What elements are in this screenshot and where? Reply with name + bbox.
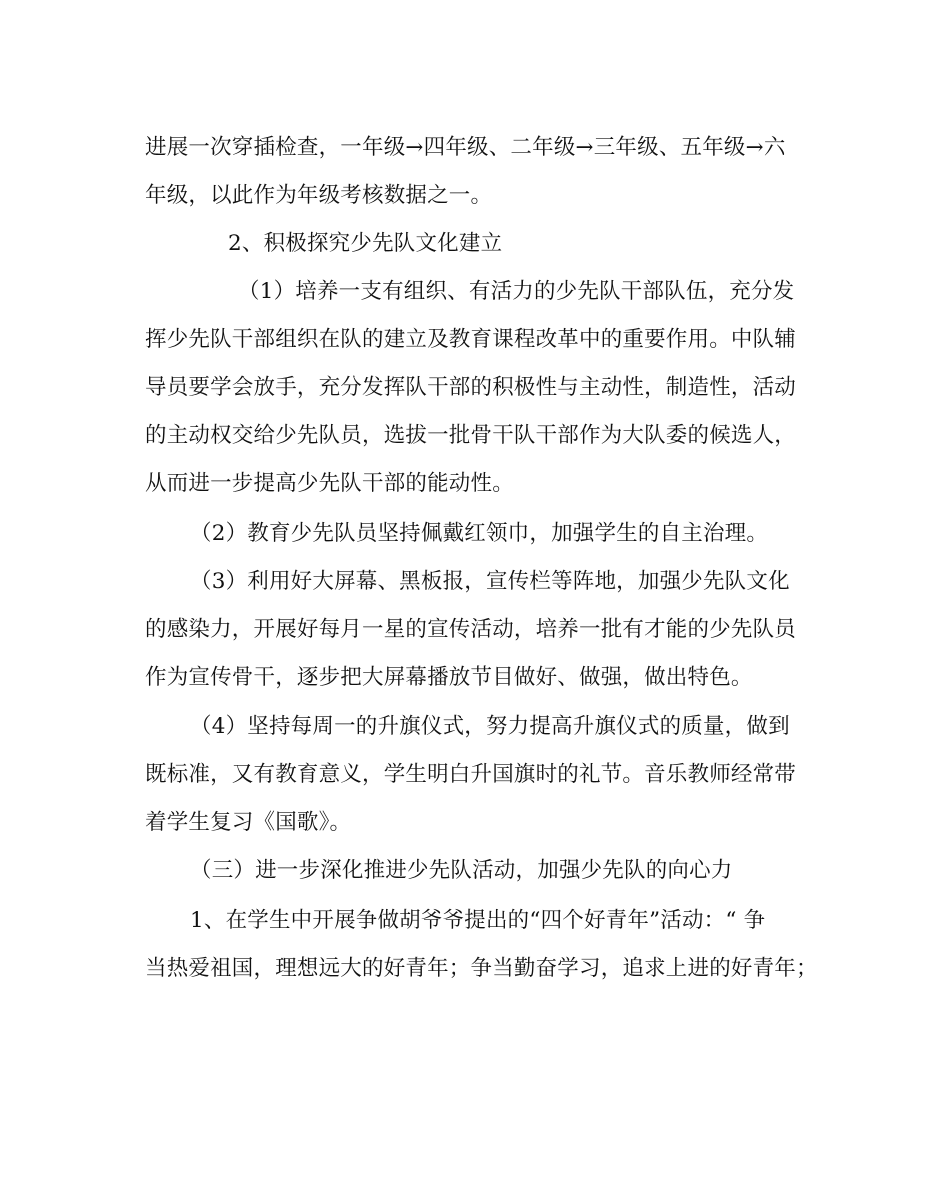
text-line: 导员要学会放手，充分发挥队干部的积极性与主动性，制造性，活动	[145, 375, 797, 400]
text-line: （1）培养一支有组织、有活力的少先队干部队伍，充分发	[238, 279, 795, 304]
section-heading: 2、积极探究少先队文化建立	[228, 231, 503, 256]
text-line: 挥少先队干部组织在队的建立及教育课程改革中的重要作用。中队辅	[145, 327, 797, 352]
text-line: 年级，以此作为年级考核数据之一。	[145, 183, 493, 208]
text-line: 1、在学生中开展争做胡爷爷提出的“四个好青年”活动：“ 争	[190, 908, 766, 933]
text-line: （3）利用好大屏幕、黑板报，宣传栏等阵地，加强少先队文化	[190, 569, 790, 594]
text-line: （2）教育少先队员坚持佩戴红领巾，加强学生的自主治理。	[190, 521, 769, 546]
text-line: 既标准，又有教育意义，学生明白升国旗时的礼节。音乐教师经常带	[145, 762, 797, 787]
text-line: 的主动权交给少先队员，选拔一批骨干队干部作为大队委的候选人，	[145, 423, 797, 448]
text-line: 着学生复习《国歌》。	[145, 810, 352, 835]
section-heading: （三）进一步深化推进少先队活动，加强少先队的向心力	[190, 858, 733, 883]
text-line: 当热爱祖国，理想远大的好青年；争当勤奋学习，追求上进的好青年；	[145, 956, 818, 981]
text-line: 作为宣传骨干，逐步把大屏幕播放节目做好、做强，做出特色。	[145, 665, 753, 690]
text-line: 的感染力，开展好每月一星的宣传活动，培养一批有才能的少先队员	[145, 617, 797, 642]
text-line: （4）坚持每周一的升旗仪式，努力提高升旗仪式的质量，做到	[190, 714, 790, 739]
text-line: 进展一次穿插检查，一年级→四年级、二年级→三年级、五年级→六	[145, 135, 786, 160]
text-line: 从而进一步提高少先队干部的能动性。	[145, 471, 514, 496]
